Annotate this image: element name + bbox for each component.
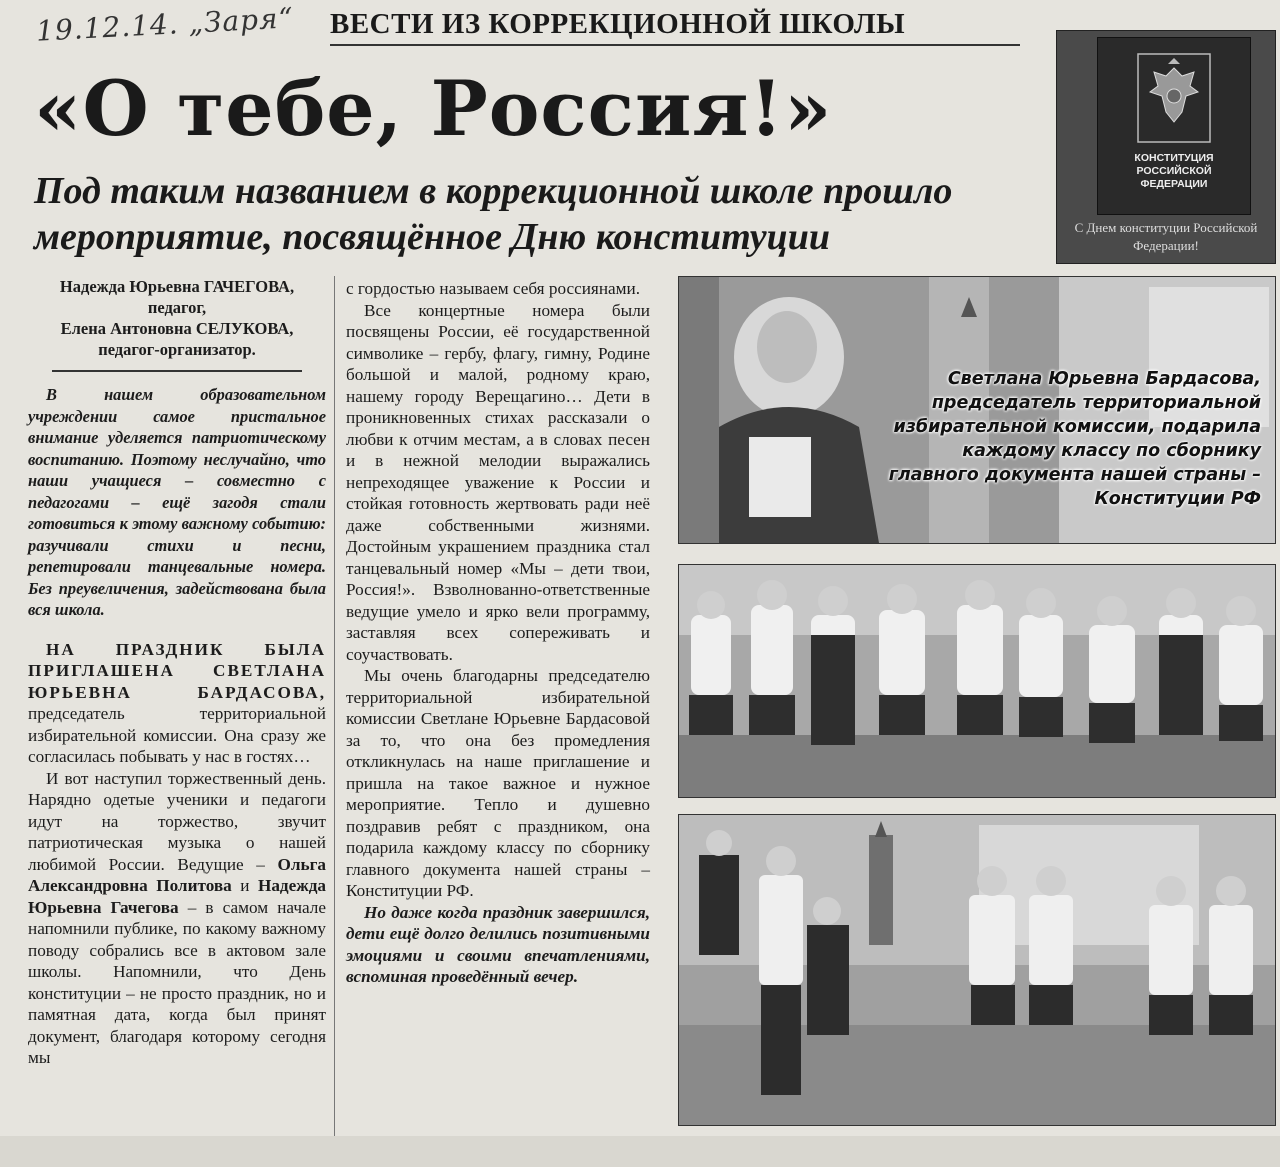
body-paragraph-1 bbox=[28, 639, 326, 768]
author-1-name: Надежда Юрьевна ГАЧЕГОВА, bbox=[59, 277, 295, 296]
handwritten-date-stamp: 19.12.14. „Заря“ bbox=[35, 1, 295, 48]
photo-choir bbox=[678, 564, 1276, 798]
page-bottom-margin bbox=[0, 1136, 1280, 1167]
column-2 bbox=[346, 278, 650, 988]
article-subtitle: Под таким названием в коррекционной школе прошло мероприятие, посвящённое Дню конституции bbox=[34, 170, 953, 258]
authors-separator bbox=[52, 370, 302, 372]
p1-rest: председатель территориальной избирательной комиссии. Она сразу же согласилась побывать у нас в гостях… bbox=[28, 704, 326, 766]
constitution-book bbox=[1097, 37, 1251, 215]
constitution-book-title: КОНСТИТУЦИЯ РОССИЙСКОЙ ФЕДЕРАЦИИ bbox=[1134, 152, 1214, 190]
column-1 bbox=[28, 276, 326, 1069]
host-2-name: Надежда Юрьевна Гачегова bbox=[28, 876, 327, 917]
column-separator bbox=[334, 276, 335, 1136]
photo-choir-image bbox=[679, 565, 1275, 797]
invited-guest-caps: НА ПРАЗДНИК БЫЛА ПРИГЛАШЕНА СВЕТЛАНА ЮРЬЕВНА БАРДАСОВА, bbox=[28, 639, 326, 702]
host-1-name: Ольга Александровна Политова bbox=[28, 854, 326, 895]
lead-text: В нашем образовательном учреждении самое пристальное внимание уделяется патриотическому воспитанию. Поэтому неслучайно, что наши учащиеся – совместно с педагогами – ещё загодя стали готовиться к этому важному событию: разучивали стихи и песни, репетировали танцевальные номера. Без преувеличения, задействована была вся школа. bbox=[28, 385, 326, 619]
article-title: «О тебе, Россия!» bbox=[34, 64, 833, 153]
p2-a: И вот наступил торжественный день. Нарядно одетые ученики и педагоги идут на торжество, звучит патриотическая музыка о нашей любимой России. Ведущие – bbox=[28, 768, 326, 874]
closing-paragraph: Но даже когда праздник завершился, дети ещё долго делились позитивными эмоциями и своими впечатлениями, вспоминая проведённый вечер. bbox=[346, 902, 650, 986]
p2-b: – в самом начале напомнили публике, по какому важному поводу собрались все в актовом зале школы. Напомнили, что День конституции – не просто праздник, но и памятная дата, когда был принят документ, благодаря которому сегодня мы bbox=[28, 897, 326, 1067]
p2-and: и bbox=[231, 876, 258, 895]
body-paragraph-3: с гордостью называем себя россиянами. bbox=[346, 279, 641, 298]
body-paragraph-4: Все концертные номера были посвящены России, её государственной символике – гербу, флагу, гимну, Родине большой и малой, родному краю, нашему городу Верещагино… Дети в проникновенных стихах рассказали о любви к отчим местам, а в словах песен и в нежной мелодии выражались непреходящее уважение к России и стойкая готовность жертвовать ради неё даже собственными жизнями. Достойным украшением праздника стал танцевальный номер «Мы – дети твои, Россия!». Взволнованно-ответственные ведущие умело и ярко вели программу, заставляя всех сопереживать и соучаствовать. bbox=[346, 300, 650, 664]
body-paragraph-2 bbox=[28, 768, 326, 1069]
photo-caption: Светлана Юрьевна Бардасова, председатель территориальной избирательной комиссии, подарила каждому классу по сборнику главного документа нашей страны – Конституции РФ bbox=[888, 369, 1261, 509]
photo-dance-image bbox=[679, 815, 1275, 1125]
constitution-caption: С Днем конституции Российской Федерации! bbox=[1074, 220, 1258, 253]
double-headed-eagle-emblem-icon bbox=[1136, 52, 1212, 144]
section-rubric: ВЕСТИ ИЗ КОРРЕКЦИОННОЙ ШКОЛЫ bbox=[330, 8, 906, 40]
constitution-inset-image bbox=[1056, 30, 1276, 264]
author-1-role: педагог, bbox=[147, 298, 207, 317]
authors-block bbox=[28, 276, 326, 360]
photo-bardasova bbox=[678, 276, 1276, 544]
author-2-role: педагог-организатор. bbox=[98, 340, 256, 359]
header-rule bbox=[330, 44, 1020, 46]
lead-paragraph bbox=[28, 384, 326, 621]
body-paragraph-5: Мы очень благодарны председателю территориальной избирательной комиссии Светлане Юрьевне Бардасовой за то, что она без промедления откликнулась на наше приглашение и пришла на такое важное и нужное мероприятие. Тепло и душевно поздравив ребят с праздником, она подарила каждому классу по сборнику главного документа нашей страны – Конституции РФ. bbox=[346, 666, 650, 900]
author-2-name: Елена Антоновна СЕЛУКОВА, bbox=[60, 319, 294, 338]
photo-dance bbox=[678, 814, 1276, 1126]
